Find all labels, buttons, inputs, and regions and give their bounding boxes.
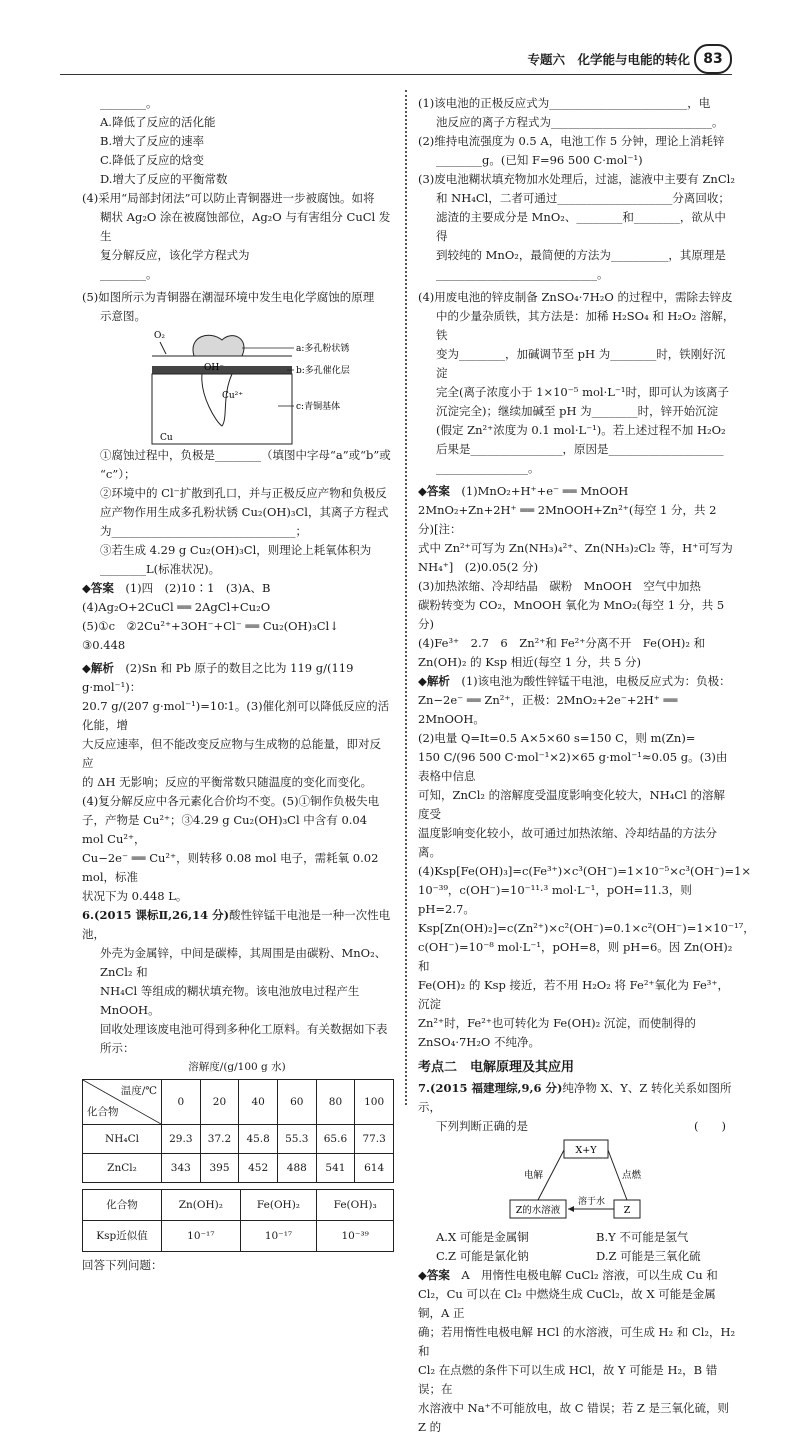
corrosion-figure [82,326,392,446]
text-line: 中的少量杂质铁，其方法是：加稀 H₂SO₄ 和 H₂O₂ 溶解，铁 [436,309,735,342]
option-a: A.X 可能是金属铜 [436,1230,529,1244]
explain-line: Ksp[Zn(OH)₂]=c(Zn²⁺)×c²(OH⁻)=0.1×c²(OH⁻)=1×10⁻¹⁷， [418,921,755,935]
answer-line: ◆答案 (1)四 (2)10∶1 (3)A、B [82,581,271,595]
left-column [82,94,392,1275]
table-cell: 0 [162,1080,201,1125]
answer-line: NH₄⁺] (2)0.05(2 分) [418,560,539,574]
answer-line: Zn(OH)₂ 的 Ksp 相近(每空 1 分，共 5 分) [418,655,641,669]
text-line: 到较纯的 MnO₂，最简便的方法为__________，其原理是 [436,248,726,262]
text-line: (4)采用“局部封闭法”可以防止青铜器进一步被腐蚀。如将 [82,191,375,205]
explain-line: Fe(OH)₂ 的 Ksp 接近，若不用 H₂O₂ 将 Fe²⁺氧化为 Fe³⁺，沉淀 [418,978,729,1011]
ignite-label: 点燃 [622,1170,642,1181]
table-cell: 65.6 [316,1125,355,1154]
text-line: 变为________，加碱调节至 pH 为________时，铁刚好沉淀 [436,347,726,380]
page-number: 83 [694,44,732,74]
text-line: (3)废电池糊状填充物加水处理后，过滤，滤液中主要有 ZnCl₂ [418,172,735,186]
answer-bracket: ( ) [694,1119,726,1133]
answer-line: (4)Fe³⁺ 2.7 6 Zn²⁺和 Fe²⁺分离不开 Fe(OH)₂ 和 [418,636,706,650]
table-cell: 20 [200,1080,239,1125]
explain-line: 10⁻³⁹，c(OH⁻)=10⁻¹¹·³ mol·L⁻¹，pOH=11.3，则 pH=2.7。 [418,883,692,916]
table-cell: 614 [355,1154,394,1183]
text-line: ________L(标准状况)。 [100,562,221,576]
table-cell: 45.8 [239,1125,278,1154]
explain-line: ◆解析 (1)该电池为酸性锌锰干电池，电极反应式为：负极： [418,674,731,688]
zsol-label: Z的水溶液 [515,1205,561,1216]
options-row [418,1247,736,1266]
question-source: 7.(2015 福建理综,9,6 分) [418,1081,563,1095]
answer-line: 水溶液中 Na⁺不可能放电，故 C 错误；若 Z 是三氧化硫，则 Z 的 [418,1401,730,1434]
text-line: ①腐蚀过程中，负极是________（填图中字母“a”或“b”或 [100,448,391,462]
answer-line: 确；若用惰性电极电解 HCl 的水溶液，可生成 H₂ 和 Cl₂，H₂ 和 [418,1325,736,1358]
explain-line: (2)电量 Q=It=0.5 A×5×60 s=150 C，则 m(Zn)= [418,731,696,745]
text-line: 沉淀完全)；继续加碱至 pH 为________时，锌开始沉淀 [436,404,719,418]
answer-line: ◆答案 (1)MnO₂+H⁺+e⁻ ══ MnOOH [418,484,629,498]
text-line: 糊状 Ag₂O 涂在被腐蚀部位，Ag₂O 与有害组分 CuCl 发生 [100,210,391,243]
text-line: 复分解反应，该化学方程式为 [100,248,250,262]
text-line: NH₄Cl 等组成的糊状填充物。该电池放电过程产生 MnOOH。 [100,984,360,1017]
question-source: 6.(2015 课标Ⅱ,26,14 分) [82,908,230,922]
question-6 [82,906,392,944]
page-header [0,44,800,74]
table-cell: Fe(OH)₃ [317,1190,394,1221]
explain-line: (4)Ksp[Fe(OH)₃]=c(Fe³⁺)×c³(OH⁻)=1×10⁻⁵×c³(OH⁻)=1× [418,864,752,878]
explain-tag: 解析 [90,661,114,675]
table-cell: 29.3 [162,1125,201,1154]
text-line: (4)用废电池的锌皮制备 ZnSO₄·7H₂O 的过程中，需除去锌皮 [418,290,733,304]
option-d: D.增大了反应的平衡常数 [100,172,228,186]
option-a: A.降低了反应的活化能 [100,115,216,129]
table-cell: 488 [277,1154,316,1183]
explain-line: c(OH⁻)=10⁻⁸ mol·L⁻¹，pOH=8，则 pH=6。因 Zn(OH)₂ 和 [418,940,733,973]
text-line: ____________________________。 [436,267,609,281]
answer-text: (1)MnO₂+H⁺+e⁻ ══ MnOOH [461,484,629,498]
answer-tag: 答案 [90,581,114,595]
cu-label: Cu [160,433,173,443]
answer-line: 2MnO₂+Zn+2H⁺ ══ 2MnOOH+Zn²⁺(每空 1 分，共 2 分)[注： [418,503,717,536]
column-divider [405,90,407,1105]
table-row [83,1080,394,1125]
temp-header: 温度/℃ [120,1085,157,1097]
answer-line: 碳粉转变为 CO₂，MnOOH 氧化为 MnO₂(每空 1 分，共 5 分) [418,598,725,631]
ksp-table [82,1189,394,1252]
text-line: “c”）； [100,467,136,481]
text-line: (1)该电池的正极反应式为________________________，电 [418,96,711,110]
conversion-figure [418,1136,736,1228]
explain-line: 子，产物是 Cu²⁺；③4.29 g Cu₂(OH)₃Cl 中含有 0.04 mol Cu²⁺， [82,813,368,846]
text-line: ________________。 [436,461,540,475]
explain-text: (2)Sn 和 Pb 原子的数目之比为 119 g/(119 g·mol⁻¹)： [82,661,354,694]
dissolve-label: 溶于水 [578,1197,606,1207]
o2-label: O₂ [154,331,165,341]
explain-line: Cu−2e⁻ ══ Cu²⁺，则转移 0.08 mol 电子，需耗氧 0.02 mol，标准 [82,851,379,884]
section-title: 考点二 电解原理及其应用 [418,1060,575,1075]
header-rule [60,74,732,75]
text-line: ________。 [100,267,158,281]
table-cell: 10⁻¹⁷ [240,1221,317,1252]
z-label: Z [623,1205,631,1216]
answer-line: ◆答案 A 用惰性电极电解 CuCl₂ 溶液，可以生成 Cu 和 [418,1268,718,1282]
text-line: (2)维持电流强度为 0.5 A，电池工作 5 分钟，理论上消耗锌 [418,134,725,148]
header-cell [83,1080,162,1125]
explain-line: 20.7 g/(207 g·mol⁻¹)=10∶1。(3)催化剂可以降低反应的活化能，增 [82,699,390,732]
table-cell: ZnCl₂ [83,1154,162,1183]
explain-text: (1)该电池为酸性锌锰干电池，电极反应式为：负极： [461,674,731,688]
conversion-diagram [418,1136,736,1228]
option-d: D.Z 可能是三氧化硫 [596,1249,701,1263]
table-cell: 541 [316,1154,355,1183]
answer-line: Cl₂，Cu 可以在 Cl₂ 中燃烧生成 CuCl₂，故 X 可能是金属铜，A 正 [418,1287,716,1320]
explain-line: 大反应速率，但不能改变反应物与生成物的总能量，即对反应 [82,737,381,770]
table-cell: 40 [239,1080,278,1125]
oh-label: OH⁻ [204,363,224,373]
xy-label: X+Y [575,1145,597,1156]
options-row [418,1228,736,1247]
answer-tag: 答案 [426,1268,450,1282]
option-b: B.增大了反应的速率 [100,134,205,148]
right-column [418,94,755,1437]
table-cell: 化合物 [83,1190,162,1221]
table-cell: 80 [316,1080,355,1125]
answer-line: (4)Ag₂O+2CuCl ══ 2AgCl+Cu₂O [82,600,271,614]
label-b: b:多孔催化层 [296,366,350,376]
compound-header: 化合物 [87,1106,119,1118]
text-line: 示意图。 [100,309,146,323]
text-line: ________。 [100,96,158,110]
explain-tag: 解析 [426,674,450,688]
table-row [83,1125,394,1154]
table-cell: 100 [355,1080,394,1125]
text-line [418,1117,736,1136]
table-cell: Zn(OH)₂ [162,1190,241,1221]
text-line: 所示： [100,1041,135,1055]
explain-line: 温度影响变化较小，故可通过加热浓缩、冷却结晶的方法分离。 [418,826,717,859]
question-text: 酸性锌锰干电池是一种一次性电池， [82,908,391,941]
text-line: 应产物作用生成多孔粉状锈 Cu₂(OH)₃Cl，其离子方程式 [100,505,389,519]
explain-line: 状况下为 0.448 L。 [82,889,188,903]
table-cell: NH₄Cl [83,1125,162,1154]
text-line: 滤渣的主要成分是 MnO₂、________和________，欲从中得 [436,210,726,243]
table-row [83,1154,394,1183]
explain-line: 的 ΔH 无影响；反应的平衡常数只随温度的变化而变化。 [82,775,373,789]
table-cell: 55.3 [277,1125,316,1154]
label-c: c:青铜基体 [296,402,341,412]
explain-line: ◆解析 (2)Sn 和 Pb 原子的数目之比为 119 g/(119 g·mol⁻¹)： [82,661,354,694]
option-c: C.降低了反应的焓变 [100,153,205,167]
text-line: 池反应的离子方程式为____________________________。 [436,115,724,129]
electrolysis-label: 电解 [524,1170,544,1181]
text-line: ③若生成 4.29 g Cu₂(OH)₃Cl，则理论上耗氧体积为 [100,543,372,557]
corrosion-diagram [82,326,392,446]
table-row [83,1221,394,1252]
option-b: B.Y 不可能是氢气 [596,1230,689,1244]
table-cell: 343 [162,1154,201,1183]
label-a: a:多孔粉状锈 [296,344,350,354]
table-cell: Fe(OH)₂ [240,1190,317,1221]
text-line: ②环境中的 Cl⁻扩散到孔口，并与正极反应产物和负极反 [100,486,387,500]
table-cell: 10⁻¹⁷ [162,1221,241,1252]
explain-line: Zn²⁺时，Fe²⁺也可转化为 Fe(OH)₂ 沉淀，而使制得的 [418,1016,696,1030]
text-line: (假定 Zn²⁺浓度为 0.1 mol·L⁻¹)。若上述过程不加 H₂O₂ [436,423,726,437]
chapter-title: 专题六 化学能与电能的转化 [527,52,690,67]
explain-line: Zn−2e⁻ ══ Zn²⁺，正极：2MnO₂+2e⁻+2H⁺ ══ 2MnOOH。 [418,693,678,726]
answer-text: (1)四 (2)10∶1 (3)A、B [125,581,271,595]
answer-line: (3)加热浓缩、冷却结晶 碳粉 MnOOH 空气中加热 [418,579,701,593]
table-cell: 60 [277,1080,316,1125]
table-cell: 10⁻³⁹ [317,1221,394,1252]
text-line: 回答下列问题： [82,1258,163,1272]
text-line: 完全(离子浓度小于 1×10⁻⁵ mol·L⁻¹时，即可认为该离子 [436,385,730,399]
solubility-table [82,1079,394,1183]
text-line: 外壳为金属锌，中间是碳棒，其周围是由碳粉、MnO₂、ZnCl₂ 和 [100,946,387,979]
text-line: 回收处理该废电池可得到多种化工原料。有关数据如下表 [100,1022,388,1036]
explain-line: 150 C/(96 500 C·mol⁻¹×2)×65 g·mol⁻¹≈0.05 g。(3)由表格中信息 [418,750,728,783]
answer-line: (5)①c ②2Cu²⁺+3OH⁻+Cl⁻ ══ Cu₂(OH)₃Cl↓ ③0.448 [82,619,351,652]
answer-line: 式中 Zn²⁺可写为 Zn(NH₃)₄²⁺、Zn(NH₃)₂Cl₂ 等，H⁺可写为 [418,541,733,555]
cu2-label: Cu²⁺ [222,391,244,401]
answer-line: Cl₂ 在点燃的条件下可以生成 HCl，故 Y 可能是 H₂，B 错误；在 [418,1363,718,1396]
table-row [83,1190,394,1221]
table-cell: 395 [200,1154,239,1183]
text-line: (5)如图所示为青铜器在潮湿环境中发生电化学腐蚀的原理 [82,290,375,304]
answer-text: A 用惰性电极电解 CuCl₂ 溶液，可以生成 Cu 和 [461,1268,718,1282]
question-stem: 下列判断正确的是 [436,1119,528,1133]
text-line: ________g。(已知 F=96 500 C·mol⁻¹) [436,153,643,167]
table-cell: 37.2 [200,1125,239,1154]
explain-line: ZnSO₄·7H₂O 不纯净。 [418,1035,541,1049]
table-caption: 溶解度/(g/100 g 水) [188,1061,286,1073]
answer-tag: 答案 [426,484,450,498]
table-cell: Ksp近似值 [83,1221,162,1252]
table-cell: 77.3 [355,1125,394,1154]
explain-line: (4)复分解反应中各元素化合价均不变。(5)①铜作负极失电 [82,794,380,808]
explain-line: 可知，ZnCl₂ 的溶解度受温度影响变化较大，NH₄Cl 的溶解度受 [418,788,725,821]
question-text: 纯净物 X、Y、Z 转化关系如图所示， [418,1081,732,1114]
question-7 [418,1079,736,1117]
rust-blob [193,335,244,356]
table-cell: 452 [239,1154,278,1183]
text-line: 后果是________________，原因是____________________ [436,442,724,456]
text-line: 为________________________________； [100,524,307,538]
text-line: 和 NH₄Cl，二者可通过____________________分离回收； [436,191,730,205]
option-c: C.Z 可能是氯化钠 [436,1249,529,1263]
